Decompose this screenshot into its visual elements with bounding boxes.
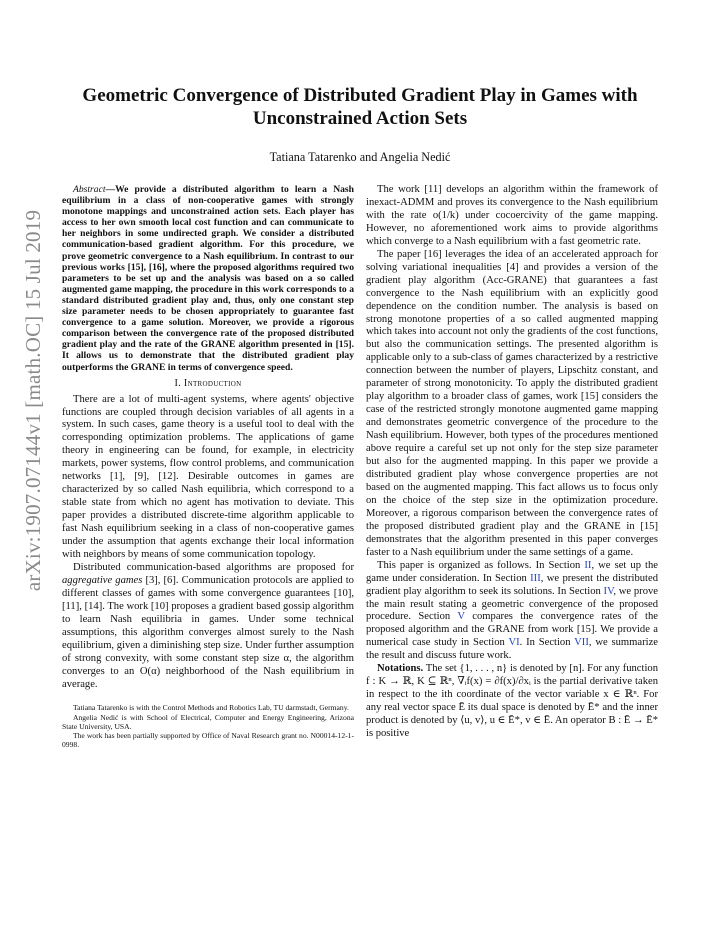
org-text-1: This paper is organized as follows. In Section	[377, 559, 585, 571]
intro-paragraph-2-end: [3], [6]. Communication protocols are applied to different classes of games with some convergence guarantees [10], [11], [14]. The work [10] proposes a gradient based gossip algorithm to learn Nash equilibria in games. Under some technical assumptions, this algorithm converges almost surely to the Nash equilibrium, given a diminishing step size. Under further assumption of strong convexity, with some constant step size α, the algorithm converges to an O(α) neighborhood of the Nash equilibrium in average.	[62, 574, 354, 690]
org-text-5: compares the convergence rates of the proposed algorithm and the GRANE from work [15]. We provide a numerical case study in Section	[366, 611, 658, 649]
org-text-7: , we summarize the result and discuss future work.	[366, 637, 658, 662]
notations-paragraph	[366, 663, 658, 741]
right-paragraph-2: The paper [16] leverages the idea of an accelerated approach for solving variational inequalities [4] and provides a version of the gradient play algorithm (Acc-GRANE) that guarantees a fast convergence to the Nash equilibrium with an explicitly good dependence on the condition number. The analysis is based on strong monotone properties of a so called augmented mapping which takes into account not only the gradients of the cost functions, but also the communication settings. The presented algorithm is applicable only to a sub-class of games characterized by a restrictive connection between the number of players, Lipschitz constant, and parameter of strong monotonicity. To apply the distributed gradient play algorithm to a broader class of games, work [15] considers the case of the restricted strongly monotone augmented game mapping and demonstrates geometric convergence of the procedure to the Nash equilibrium. However, both types of the procedures mentioned above require a careful set up not only for the step size parameter but also for the augmented mapping. In this paper we provide a distributed gradient play whose convergence properties are not based on the augmented mapping. This fact allows us to focus only on the choice of the step size in the optimization procedure. Moreover, a rigorous comparison between the convergence rates of the proposed distributed gradient play and the GRANE in [15] demonstrates that the algorithm presented in this paper converges faster to a Nash equilibrium under the same settings of a game.	[366, 248, 658, 558]
section-link-vi[interactable]: VI	[508, 637, 520, 649]
abstract-text: We provide a distributed algorithm to learn a Nash equilibrium in a class of non-cooperative games with strongly monotone mappings and unconstrained action sets. Each player has access to her own smooth local cost function and can communicate to her neighbors in some undirected graph. We consider a distributed communication-based gradient algorithm. For this procedure, we prove geometric convergence to a Nash equilibrium. In contrast to our previous works [15], [16], where the proposed algorithms required two parameters to be set up and the analysis was based on a so called augmented game mapping, the procedure in this work corresponds to a standard distributed gradient play and, thus, only one constant step size parameter needs to be chosen appropriately to guarantee fast convergence to a game solution. Moreover, we provide a rigorous comparison between the convergence rate of the proposed distributed gradient play and the rate of the GRANE algorithm presented in [15]. It allows us to demonstrate that the distributed gradient play outperforms the GRANE in terms of convergence speed.	[62, 184, 354, 373]
notations-text: The set {1, . . . , n} is denoted by [n]. For any function f : K → ℝ, K ⊆ ℝⁿ, ∇ᵢf(x) = ∂f(x)/∂xᵢ is the partial derivative taken in respect to the ith coordinate of the vector variable x ∈ ℝⁿ. For any real vector space Ē its dual space is denoted by Ē* and the inner product is denoted by ⟨u, v⟩, u ∈ Ē*, v ∈ Ē. An operator B : Ē → Ē* is positive	[366, 663, 658, 740]
org-text-2: , we set up the game under consideration. In Section	[366, 559, 658, 584]
intro-paragraph-1: There are a lot of multi-agent systems, where agents' objective functions are coupled through decision variables of all agents in a system. In such cases, game theory is a useful tool to deal with the corresponding optimization problems. The applications of game theory in engineering can be found, for example, in electricity markets, power systems, flow control problems, and communication networks [1], [9], [12]. Desirable outcomes in games are characterized by so called Nash equilibria, which correspond to a stable state from which no agent has motivation to deviate. This paper provides a distributed discrete-time algorithm applicable to fast Nash equilibrium seeking in a class of non-cooperative games under the assumption that agents exchange their local information with neighbors by means of some communication topology.	[62, 393, 354, 560]
abstract-dash: —	[105, 184, 116, 195]
footnotes	[62, 703, 354, 749]
right-paragraph-1: The work [11] develops an algorithm within the framework of inexact-ADMM and proves its convergence to the Nash equilibrium with the rate o(1/k) under cocoercivity of the game mapping. However, no aforementioned work aims to provide algorithms which converge to a Nash equilibrium with a fast geometric rate.	[366, 184, 658, 247]
notations-heading: Notations.	[377, 663, 424, 675]
section-heading-introduction: I. Introduction	[174, 377, 242, 389]
right-column	[366, 184, 658, 741]
arxiv-identifier	[14, 150, 54, 650]
organization-paragraph	[366, 560, 658, 664]
section-link-ii[interactable]: II	[584, 559, 592, 571]
intro-paragraph-2-start: Distributed communication-based algorithms are proposed for	[73, 561, 354, 573]
abstract-label: Abstract	[73, 184, 106, 195]
arxiv-identifier-text: arXiv:1907.07144v1 [math.OC] 15 Jul 2019	[21, 209, 46, 591]
paper-authors: Tatiana Tatarenko and Angelia Nedić	[269, 150, 451, 164]
footnote-affiliation-1: Tatiana Tatarenko is with the Control Methods and Robotics Lab, TU darmstadt, Germany.	[73, 703, 349, 713]
intro-paragraph-2	[62, 562, 354, 692]
section-link-vii[interactable]: VII	[574, 637, 589, 649]
left-column	[62, 184, 354, 749]
intro-paragraph-2-emphasis: aggregative games	[62, 574, 143, 586]
section-link-iii[interactable]: III	[530, 572, 541, 584]
section-link-iv[interactable]: IV	[603, 585, 614, 597]
footnote-funding: The work has been partially supported by Office of Naval Research grant no. N00014-12-1-0998.	[62, 731, 354, 750]
org-text-4: , we prove the main result stating a geometric convergence of the proposed procedure. Section	[366, 585, 658, 623]
footnote-affiliation-2: Angelia Nedić is with School of Electrical, Computer and Energy Engineering, Arizona State University, USA.	[62, 712, 354, 731]
org-text-6: . In Section	[519, 637, 575, 649]
paper-title: Geometric Convergence of Distributed Gradient Play in Games with Unconstrained Action Sets	[82, 85, 638, 129]
section-link-v[interactable]: V	[457, 611, 465, 623]
org-text-3: , we present the distributed gradient play algorithm to seek its solutions. In Section	[366, 572, 658, 597]
abstract	[62, 184, 354, 373]
